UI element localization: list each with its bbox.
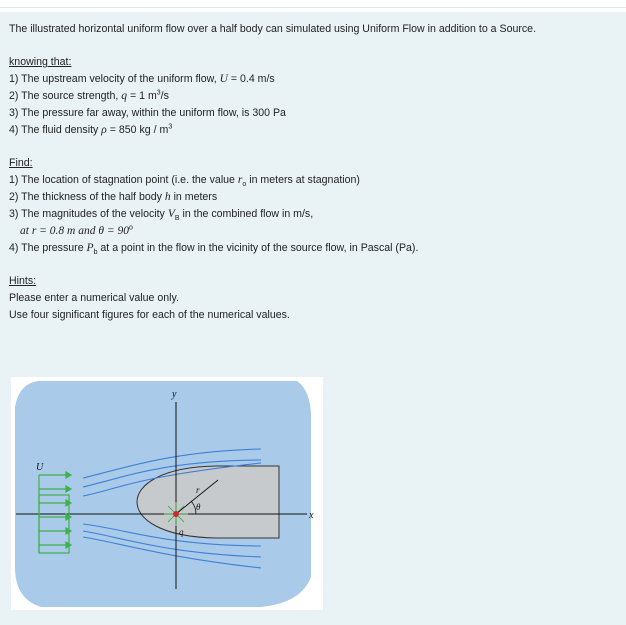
half-body-diagram — [11, 377, 323, 610]
hint-line-1: Please enter a numerical value only. — [9, 292, 179, 304]
half-body-figure — [11, 377, 323, 610]
question-content — [9, 21, 619, 324]
find-item-1: 1) The location of stagnation point (i.e. the value $r_o$ in meters at stagnation) — [9, 174, 360, 189]
find-heading: Find: — [9, 157, 33, 169]
find-item-4: 4) The pressure $P_b$ at a point in the flow in the vicinity of the source flow, in Pascal (Pa). — [9, 242, 419, 257]
source-point — [173, 511, 179, 517]
label-r: r — [196, 485, 200, 495]
knowing-item-3: 3) The pressure far away, within the uniform flow, is 300 Pa — [9, 107, 286, 119]
knowing-heading: knowing that: — [9, 56, 72, 68]
label-theta: θ — [196, 502, 201, 512]
top-divider — [0, 7, 626, 8]
find-item-2: 2) The thickness of the half body h in meters — [9, 191, 218, 203]
hint-line-2: Use four significant figures for each of the numerical values. — [9, 309, 290, 321]
label-x: x — [309, 510, 314, 521]
label-U: U — [36, 462, 44, 473]
intro-text: The illustrated horizontal uniform flow over a half body can simulated using Uniform Flow in addition to a Source. — [9, 23, 537, 35]
question-panel — [0, 12, 626, 625]
find-item-3: 3) The magnitudes of the velocity $V_B$ in the combined flow in m/s, — [9, 208, 314, 223]
label-q: q — [179, 527, 184, 537]
half-body-shape — [137, 466, 279, 538]
knowing-item-1: 1) The upstream velocity of the uniform flow, U = 0.4 m/s — [9, 73, 275, 85]
label-y: y — [172, 389, 177, 400]
knowing-item-4: 4) The fluid density ρ = 850 kg / $m^3$ — [9, 123, 173, 136]
find-item-3-condition: at r = 0.8 m and $\theta = 90^o$ — [20, 224, 133, 237]
knowing-item-2: 2) The source strength, q = 1 $m^3/s$ — [9, 89, 169, 102]
hints-heading: Hints: — [9, 275, 37, 287]
